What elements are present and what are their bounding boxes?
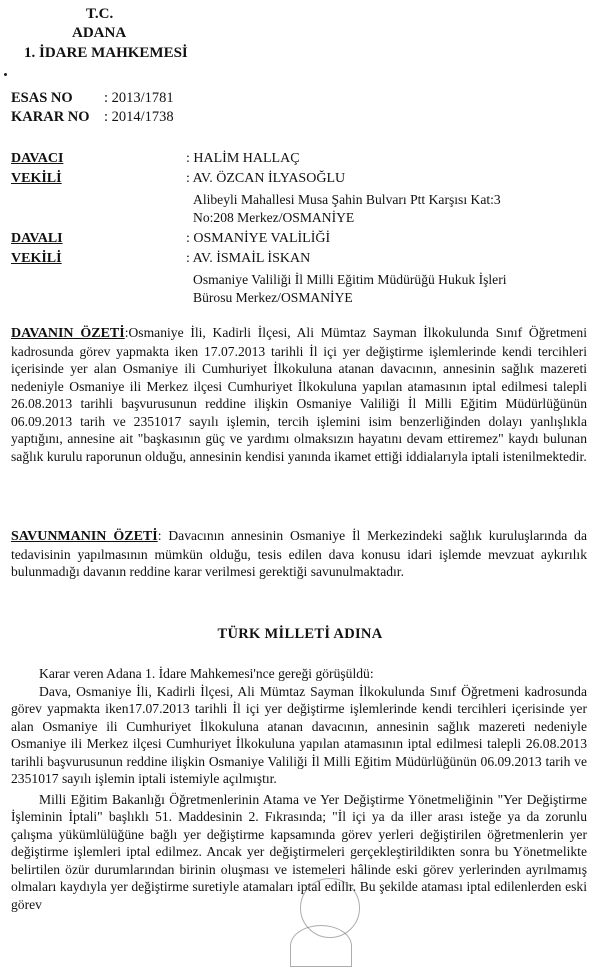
savunma-ozeti-label: SAVUNMANIN ÖZETİ: [11, 529, 158, 544]
body-paragraph-1: Karar veren Adana 1. İdare Mahkemesi'nce gereği görüşüldü:: [39, 666, 374, 681]
decision-title: TÜRK MİLLETİ ADINA: [217, 626, 383, 642]
esas-value: : 2013/1781: [104, 90, 174, 106]
scan-speck: [4, 73, 7, 76]
court-city: ADANA: [72, 25, 127, 41]
dava-ozeti-text: :Osmaniye İli, Kadirli İlçesi, Ali Mümtaz Sayman İlkokulunda Sınıf Öğretmeni kadrosunda görev yapmakta iken 17.07.2013 tarihli İl içi yer değiştirme işlemlerinde kendi tercihleri içerisinde yer alan Osmaniye ili Cumhuriyet İlkokuluna atanan davacının, annesinin sağlık mazereti nedeniyle Osmaniye ili Merkez ilçesi Cumhuriyet İlkokuluna yapılan atamasının iptal edilmesi talepli 26.08.2013 tarihli başvurusunun reddine ilişkin Osmaniye Valiliği İl Milli Eğitim Müdürlüğünün 06.09.2013 tarih ve 2351017 sayılı işlemin, tercih işlemini isim benzerliğinden dolayı yanlışlıkla yaptığını, annesine ait "başkasının güç ve yardımı olmaksızın hayatını devam ettiremez" kaydı bulunan sağlık kurulu raporunun olduğu, annesinin kendisi yanında ikamet ettiği iddialarıyla iptali istenilmektedir.: [11, 325, 588, 464]
vekili-label-2: VEKİLİ: [11, 251, 62, 266]
davaci-value: : HALİM HALLAÇ: [186, 151, 300, 166]
court-country: T.C.: [86, 6, 114, 22]
esas-label: ESAS NO: [11, 90, 73, 106]
dava-ozeti-section: [11, 324, 587, 465]
seal-stamp-mark-lower: [290, 925, 352, 967]
decision-body: [11, 665, 587, 913]
karar-value: : 2014/1738: [104, 109, 174, 125]
dava-ozeti-label: DAVANIN ÖZETİ: [11, 326, 125, 341]
body-paragraph-2: Dava, Osmaniye İli, Kadirli İlçesi, Ali Mümtaz Sayman İlkokulunda Sınıf Öğretmeni kadrosunda görev yapmakta iken17.07.2013 tarihli İl içi yer değiştirme işlemlerinde kendi tercihleri içerisinde yer alan Osmaniye ili Cumhuriyet İlkokuluna atanan davacının, annesinin sağlık mazereti nedeniyle Osmaniye ili Merkez ilçesi Cumhuriyet İlkokuluna yapılan atamasının iptal edilmesi talepli 26.08.2013 tarihli başvurusunun reddine ilişkin Osmaniye Valiliği İl Milli Eğitim Müdürlüğünün 06.09.2013 tarih ve 2351017 sayılı işlemin iptali istemiyle açılmıştır.: [11, 683, 587, 786]
vekili-address-2b: Bürosu Merkez/OSMANİYE: [193, 290, 353, 305]
vekili-label-1: VEKİLİ: [11, 171, 62, 186]
body-paragraph-3: Milli Eğitim Bakanlığı Öğretmenlerinin Atama ve Yer Değiştirme Yönetmeliğinin "Yer Değiştirme İşleminin İptali" başlıklı 51. Maddesinin 2. Fıkrasında; "İl içi ya da iller arası isteğe ya da zorunlu çalışma yükümlülüğüne bağlı yer değiştirme kapsamında görev yerleri değiştirilen öğretmenlerin yer değiştirme işlemleri iptal edilmez. Ancak yer değiştirmeleri gerçekleştirildikten sonra bu Yönetmelikte belirtilen özür durumlarından birinin oluşması ve istemeleri hâlinde eski görev yerlerinden ayrılmamış olmaları kaydıyla yer değiştirme suretiyle atamaları iptal edilir. Bu şekilde ataması iptal edilenlerden eski görev: [11, 791, 587, 912]
savunma-ozeti-text: : Davacının annesinin Osmaniye İl Merkezindeki sağlık kuruluşlarında da tedavisinin yapılmasının mümkün olduğu, tesis edilen dava konusu idari işlemde mevzuat aykırılık bulunmadığı davanın reddine karar verilmesi gerektiği savunulmaktadır.: [11, 528, 587, 579]
vekili-value-2: : AV. İSMAİL İSKAN: [186, 251, 311, 266]
vekili-address-2a: Osmaniye Valiliği İl Milli Eğitim Müdürüğü Hukuk İşleri: [193, 272, 507, 287]
vekili-address-1a: Alibeyli Mahallesi Musa Şahin Bulvarı Ptt Karşısı Kat:3: [193, 192, 501, 207]
davali-label: DAVALI: [11, 231, 63, 246]
karar-label: KARAR NO: [11, 109, 90, 125]
vekili-address-1b: No:208 Merkez/OSMANİYE: [193, 210, 355, 225]
davali-value: : OSMANİYE VALİLİĞİ: [186, 231, 331, 246]
savunma-ozeti-section: [11, 527, 587, 581]
vekili-value-1: : AV. ÖZCAN İLYASOĞLU: [186, 171, 346, 186]
court-name: 1. İDARE MAHKEMESİ: [24, 45, 188, 61]
davaci-label: DAVACI: [11, 151, 64, 166]
